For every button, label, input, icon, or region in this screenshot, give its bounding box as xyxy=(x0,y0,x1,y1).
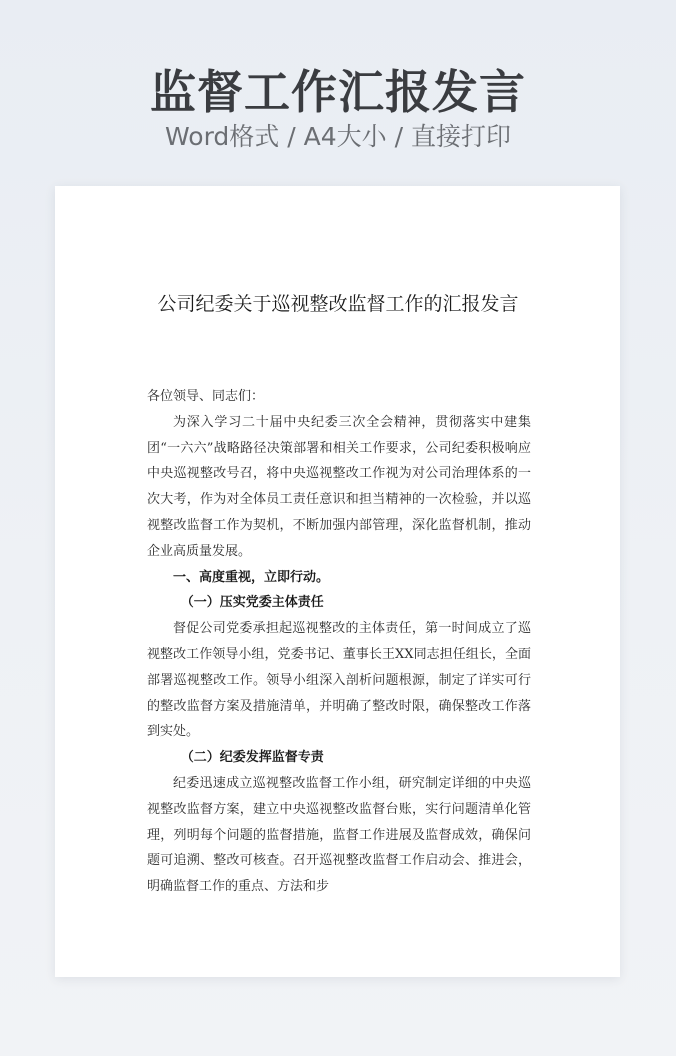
banner-title: 监督工作汇报发言 xyxy=(150,65,526,119)
subsection-paragraph-1: 督促公司党委承担起巡视整改的主体责任，第一时间成立了巡视整改工作领导小组，党委书记、董事长王XX同志担任组长，全面部署巡视整改工作。领导小组深入剖析问题根源，制定了详实可行的整改监督方案及措施清单，并明确了整改时限，确保整改工作落到实处。 xyxy=(147,621,531,740)
banner-subtitle: Word格式 / A4大小 / 直接打印 xyxy=(165,122,511,151)
section-heading-1: 一、高度重视，立即行动。 xyxy=(173,569,330,585)
subsection-heading-1: （一）压实党委主体责任 xyxy=(180,595,324,611)
document-body xyxy=(147,384,531,900)
document-title: 公司纪委关于巡视整改监督工作的汇报发言 xyxy=(157,293,519,315)
salutation: 各位领导、同志们： xyxy=(147,389,265,404)
intro-paragraph: 为深入学习二十届中央纪委三次全会精神，贯彻落实中建集团“一六六”战略路径决策部署和相关工作要求，公司纪委积极响应中央巡视整改号召，将中央巡视整改工作视为对公司治理体系的一次大考，作为对全体员工责任意识和担当精神的一次检验，并以巡视整改监督工作为契机，不断加强内部管理，深化监督机制，推动企业高质量发展。 xyxy=(147,414,531,559)
subsection-heading-2: （二）纪委发挥监督专责 xyxy=(180,750,324,766)
subsection-paragraph-2: 纪委迅速成立巡视整改监督工作小组，研究制定详细的中央巡视整改监督方案，建立中央巡视整改监督台账，实行问题清单化管理，列明每个问题的监督措施，监督工作进展及监督成效，确保问题可追溯、整改可核查。召开巡视整改监督工作启动会、推进会，明确监督工作的重点、方法和步 xyxy=(147,775,531,895)
